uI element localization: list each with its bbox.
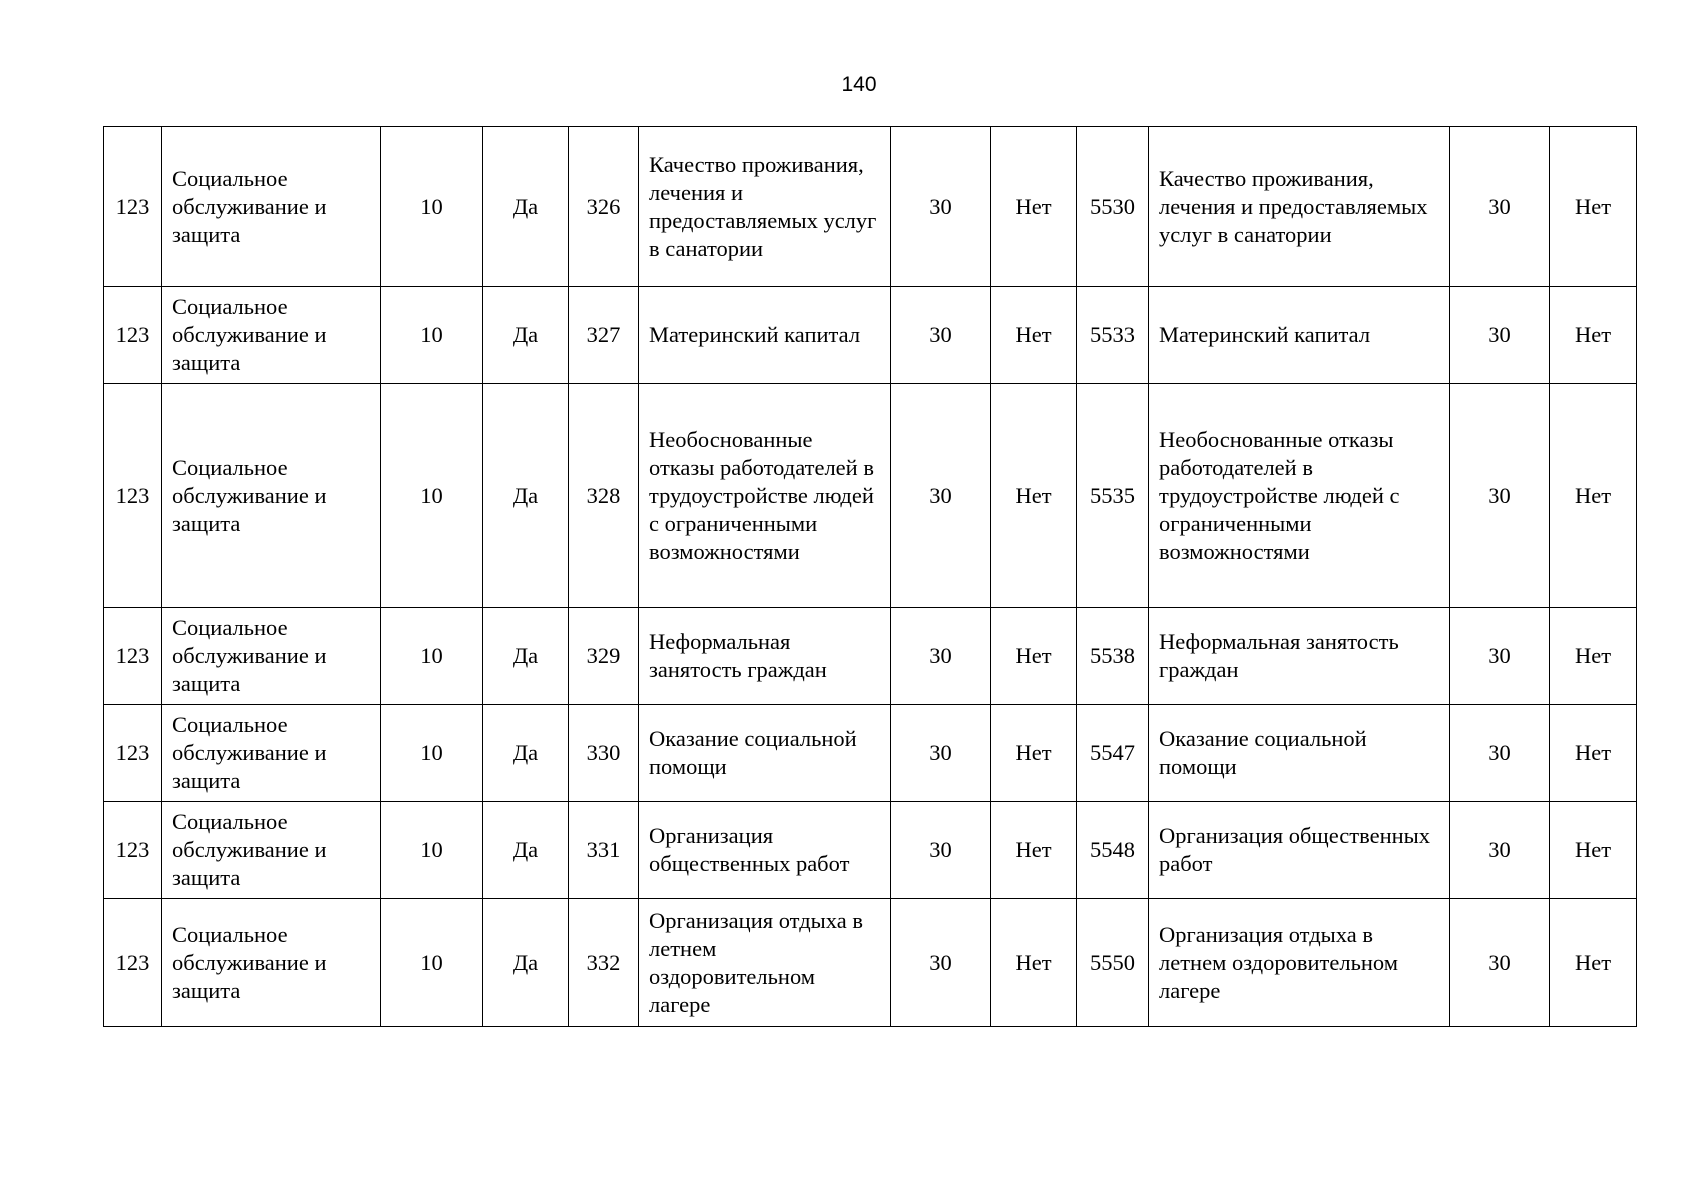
days2-cell: 30: [1450, 705, 1550, 802]
topic-cell: Неформальная занятость граждан: [639, 608, 891, 705]
topic-id-cell: 332: [569, 899, 639, 1027]
code-cell: 123: [104, 127, 162, 287]
flag3-cell: Нет: [1550, 287, 1637, 384]
table-row: [104, 899, 1637, 1027]
topic-id-cell: 327: [569, 287, 639, 384]
level-cell: 10: [381, 899, 483, 1027]
flag2-cell: Нет: [991, 802, 1077, 899]
table-row: [104, 384, 1637, 608]
level-cell: 10: [381, 287, 483, 384]
category-cell: Социальное обслуживание и защита: [162, 705, 381, 802]
question-id-cell: 5538: [1077, 608, 1149, 705]
category-cell: Социальное обслуживание и защита: [162, 899, 381, 1027]
topic-cell: Организация отдыха в летнем оздоровительном лагере: [639, 899, 891, 1027]
category-cell: Социальное обслуживание и защита: [162, 608, 381, 705]
days2-cell: 30: [1450, 802, 1550, 899]
question-cell: Организация отдыха в летнем оздоровительном лагере: [1149, 899, 1450, 1027]
question-cell: Необоснованные отказы работодателей в трудоустройстве людей с ограниченными возможностями: [1149, 384, 1450, 608]
category-cell: Социальное обслуживание и защита: [162, 127, 381, 287]
table-row: [104, 705, 1637, 802]
registry-table: [103, 126, 1637, 1027]
days2-cell: 30: [1450, 899, 1550, 1027]
flag3-cell: Нет: [1550, 705, 1637, 802]
flag-cell: Да: [483, 127, 569, 287]
flag2-cell: Нет: [991, 287, 1077, 384]
days2-cell: 30: [1450, 608, 1550, 705]
question-cell: Материнский капитал: [1149, 287, 1450, 384]
topic-cell: Организация общественных работ: [639, 802, 891, 899]
category-cell: Социальное обслуживание и защита: [162, 287, 381, 384]
days-cell: 30: [891, 608, 991, 705]
days-cell: 30: [891, 705, 991, 802]
code-cell: 123: [104, 608, 162, 705]
days2-cell: 30: [1450, 127, 1550, 287]
code-cell: 123: [104, 802, 162, 899]
days-cell: 30: [891, 802, 991, 899]
flag3-cell: Нет: [1550, 802, 1637, 899]
topic-id-cell: 331: [569, 802, 639, 899]
flag3-cell: Нет: [1550, 384, 1637, 608]
days-cell: 30: [891, 287, 991, 384]
question-cell: Качество проживания, лечения и предоставляемых услуг в санатории: [1149, 127, 1450, 287]
flag-cell: Да: [483, 899, 569, 1027]
flag-cell: Да: [483, 384, 569, 608]
flag-cell: Да: [483, 705, 569, 802]
table-row: [104, 287, 1637, 384]
flag2-cell: Нет: [991, 384, 1077, 608]
flag3-cell: Нет: [1550, 608, 1637, 705]
flag-cell: Да: [483, 608, 569, 705]
days-cell: 30: [891, 127, 991, 287]
flag2-cell: Нет: [991, 127, 1077, 287]
code-cell: 123: [104, 287, 162, 384]
category-cell: Социальное обслуживание и защита: [162, 802, 381, 899]
code-cell: 123: [104, 705, 162, 802]
code-cell: 123: [104, 384, 162, 608]
question-id-cell: 5533: [1077, 287, 1149, 384]
topic-cell: Оказание социальной помощи: [639, 705, 891, 802]
topic-id-cell: 330: [569, 705, 639, 802]
question-cell: Организация общественных работ: [1149, 802, 1450, 899]
category-cell: Социальное обслуживание и защита: [162, 384, 381, 608]
question-id-cell: 5535: [1077, 384, 1149, 608]
table-row: [104, 802, 1637, 899]
days-cell: 30: [891, 384, 991, 608]
page-number: 140: [841, 73, 877, 96]
flag2-cell: Нет: [991, 899, 1077, 1027]
question-id-cell: 5547: [1077, 705, 1149, 802]
flag-cell: Да: [483, 802, 569, 899]
flag2-cell: Нет: [991, 705, 1077, 802]
code-cell: 123: [104, 899, 162, 1027]
question-cell: Неформальная занятость граждан: [1149, 608, 1450, 705]
question-id-cell: 5530: [1077, 127, 1149, 287]
question-id-cell: 5548: [1077, 802, 1149, 899]
days-cell: 30: [891, 899, 991, 1027]
days2-cell: 30: [1450, 287, 1550, 384]
topic-id-cell: 328: [569, 384, 639, 608]
topic-cell: Качество проживания, лечения и предоставляемых услуг в санатории: [639, 127, 891, 287]
topic-id-cell: 326: [569, 127, 639, 287]
table-body: [104, 127, 1637, 1027]
table-row: [104, 608, 1637, 705]
flag-cell: Да: [483, 287, 569, 384]
flag2-cell: Нет: [991, 608, 1077, 705]
flag3-cell: Нет: [1550, 899, 1637, 1027]
question-cell: Оказание социальной помощи: [1149, 705, 1450, 802]
topic-cell: Необоснованные отказы работодателей в трудоустройстве людей с ограниченными возможностями: [639, 384, 891, 608]
level-cell: 10: [381, 705, 483, 802]
topic-id-cell: 329: [569, 608, 639, 705]
table-row: [104, 127, 1637, 287]
flag3-cell: Нет: [1550, 127, 1637, 287]
level-cell: 10: [381, 608, 483, 705]
topic-cell: Материнский капитал: [639, 287, 891, 384]
level-cell: 10: [381, 384, 483, 608]
level-cell: 10: [381, 127, 483, 287]
level-cell: 10: [381, 802, 483, 899]
days2-cell: 30: [1450, 384, 1550, 608]
question-id-cell: 5550: [1077, 899, 1149, 1027]
